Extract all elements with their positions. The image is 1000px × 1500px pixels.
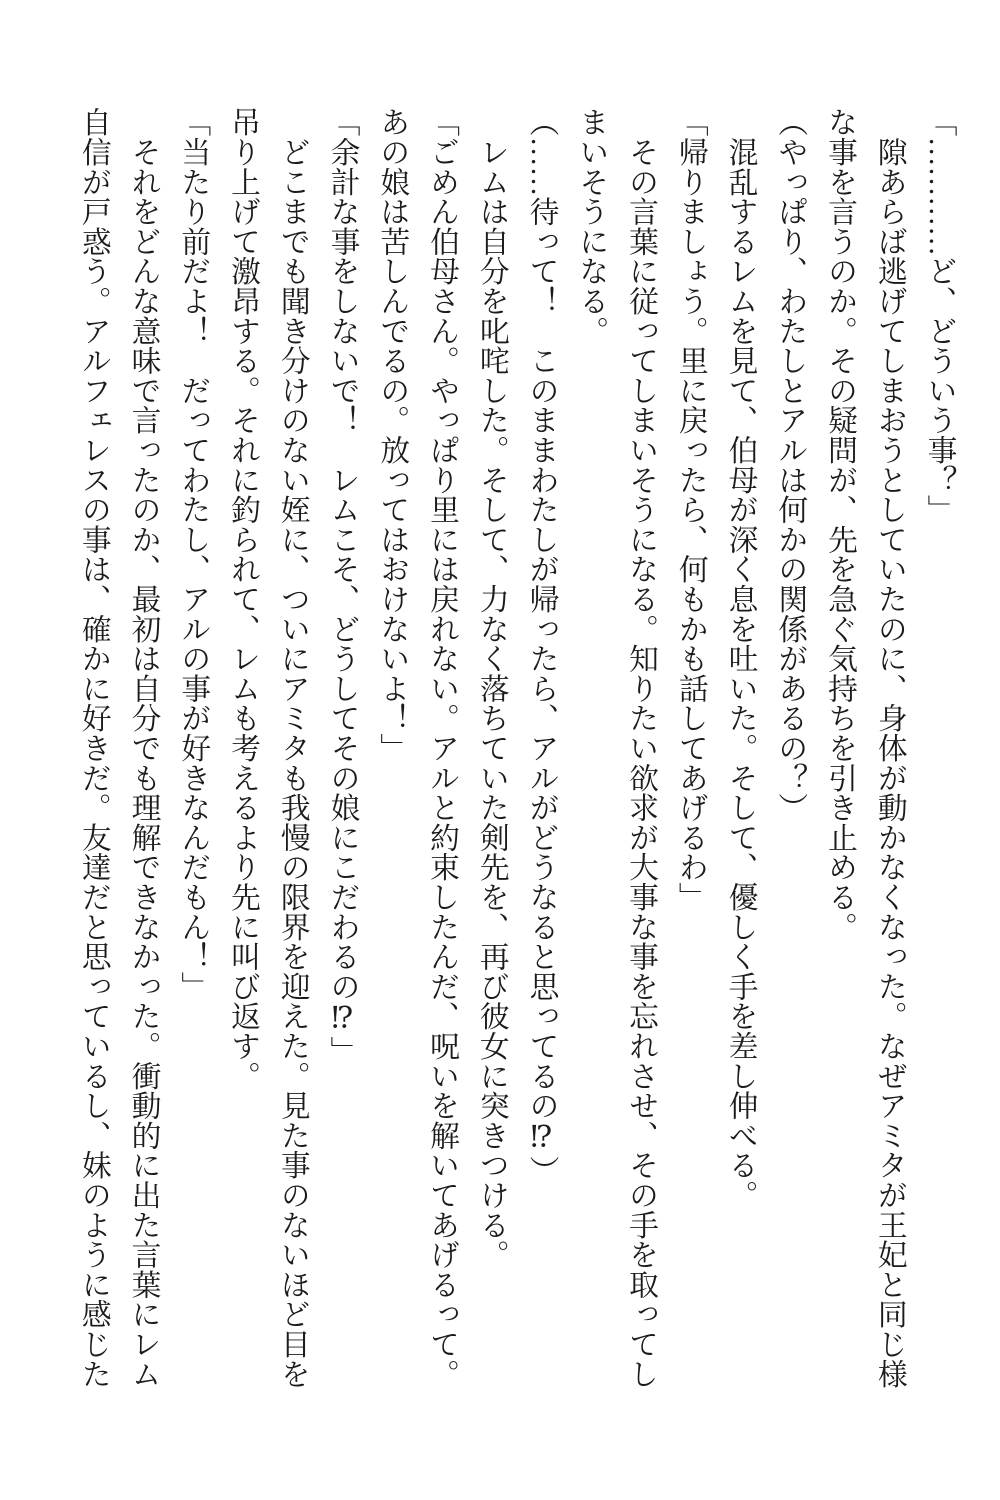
text-line: 「…………ど、どういう事？」 xyxy=(923,107,956,525)
text-line: （……待って！ このままわたしが帰ったら、アルがどうなると思ってるの⁉） xyxy=(525,107,558,1185)
text-line: その言葉に従ってしまいそうになる。知りたい欲求が大事な事を忘れさせ、その手を取ってし xyxy=(624,107,658,1389)
text-line: 「帰りましょう。里に戻ったら、何もかも話してあげるわ」 xyxy=(674,107,708,912)
text-line: どこまでも聞き分けのない姪に、ついにアミタも我慢の限界を迎えた。見た事のないほど目を xyxy=(276,107,310,1389)
text-line: （やっぱり、わたしとアルは何かの関係があるの？） xyxy=(773,107,807,823)
text-line: 混乱するレムを見て、伯母が深く息を吐いた。そして、優しく手を差し伸べる。 xyxy=(724,107,757,1210)
text-line: な事を言うのか。その疑問が、先を急ぐ気持ちを引き止める。 xyxy=(823,107,857,942)
vertical-text-block xyxy=(69,107,965,1399)
text-line: 吊り上げて激昂する。それに釣られて、レムも考えるより先に叫び返す。 xyxy=(226,107,260,1091)
text-line: 「ごめん伯母さん。やっぱり里には戻れない。アルと約束したんだ、呪いを解いてあげるって。 xyxy=(425,107,459,1389)
text-line: まいそうになる。 xyxy=(574,107,608,346)
text-line: 隙あらば逃げてしまおうとしていたのに、身体が動かなくなった。なぜアミタが王妃と同じ様 xyxy=(873,107,907,1389)
text-line: 「当たり前だよ！ だってわたし、アルの事が好きなんだもん！」 xyxy=(176,107,210,1001)
text-line: あの娘は苦しんでるの。放ってはおけないよ！」 xyxy=(375,107,409,763)
text-line: レムは自分を叱咤した。そして、力なく落ちていた剣先を、再び彼女に突きつける。 xyxy=(475,107,509,1270)
text-line: それをどんな意味で言ったのか、最初は自分でも理解できなかった。衝動的に出た言葉にレム xyxy=(127,107,160,1389)
text-line: 「余計な事をしないで！ レムこそ、どうしてその娘にこだわるの⁉」 xyxy=(326,107,359,1066)
text-line: 自信が戸惑う。アルフェレスの事は、確かに好きだ。友達だと思っているし、妹のように感じた xyxy=(77,107,111,1389)
